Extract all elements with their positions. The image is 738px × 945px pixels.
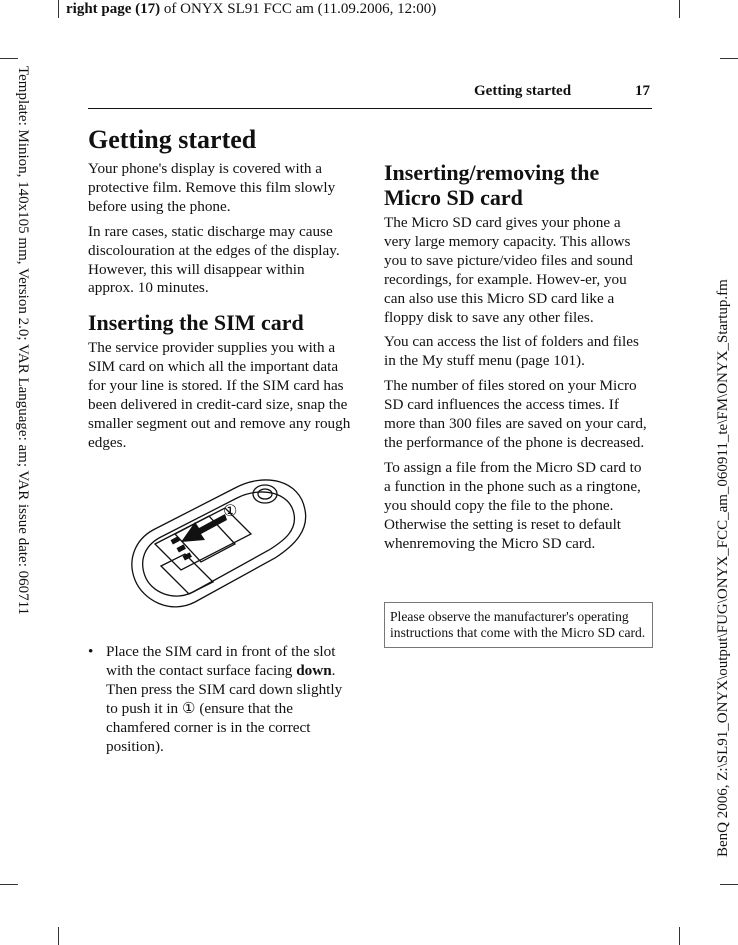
step-marker: ① [223, 501, 238, 520]
crop-mark [679, 0, 680, 18]
paragraph: You can access the list of folders and files in the My stuff menu (page 101). [384, 333, 639, 370]
page-title: Getting started [88, 125, 257, 154]
crop-mark [58, 0, 59, 18]
file-path-vertical: BenQ 2006, Z:\SL91_ONYX\output\FUG\ONYX_FCC_am_060911_te\FM\ONYX_Startup.fm [715, 279, 731, 857]
section-heading: Inserting the SIM card [88, 310, 304, 336]
left-column [88, 125, 353, 459]
crop-mark [58, 927, 59, 945]
paragraph: In rare cases, static discharge may cause discolouration at the edges of the display. However, this will disappear within approx. 10 minutes. [88, 222, 340, 297]
crop-mark [679, 927, 680, 945]
paragraph: The service provider supplies you with a SIM card on which all the important data for your line is stored. If the SIM card has been delivered in credit-card size, snap the smaller segment out and remove any rough edges. [88, 339, 351, 451]
paragraph: To assign a file from the Micro SD card to a function in the phone such as a ringtone, you should copy the file to the phone. Otherwise the setting is reset to default whenremoving the Micro SD card. [384, 458, 642, 552]
section-heading: Inserting/removing the Micro SD card [384, 160, 600, 210]
sim-contact [177, 544, 186, 552]
left-column-bullets [88, 643, 353, 756]
phone-inner-outline [143, 492, 295, 596]
template-info-vertical: Template: Minion, 140x105 mm, Version 2.0; VAR Language: am; VAR issue date: 060711 [15, 66, 31, 616]
list-item: • Place the SIM card in front of the slot with the contact surface facing down. Then press the SIM card down slightly to push it in ① (ensure that the chamfered corner is in the correct position). [88, 643, 353, 756]
paragraph: Your phone's display is covered with a protective film. Remove this film slowly before using the phone. [88, 160, 336, 215]
running-header [88, 82, 652, 109]
right-column [384, 160, 649, 559]
running-header-title: Getting started [474, 83, 572, 99]
crop-mark [720, 58, 738, 59]
paragraph: The Micro SD card gives your phone a very large memory capacity. This allows you to save picture/video files and sound recordings, for example. Howev-er, you can also use this Micro SD card like a floppy disk to save any other files. [384, 214, 633, 326]
step-marker-inline: ① [181, 699, 196, 717]
sim-card-insertion-illustration [125, 470, 311, 610]
paragraph: The number of files stored on your Micro SD card influences the access times. If more than 300 files are saved on your card, the performance of the phone is decreased. [384, 377, 647, 451]
crop-mark [720, 884, 738, 885]
crop-mark [0, 884, 18, 885]
note-box: Please observe the manufacturer's operating instructions that come with the Micro SD card. [384, 602, 653, 648]
camera-lens-inner [258, 489, 272, 499]
print-metadata: right page (17) of ONYX SL91 FCC am (11.09.2006, 12:00) [66, 1, 437, 17]
page-number: 17 [635, 83, 650, 99]
crop-mark [0, 58, 18, 59]
